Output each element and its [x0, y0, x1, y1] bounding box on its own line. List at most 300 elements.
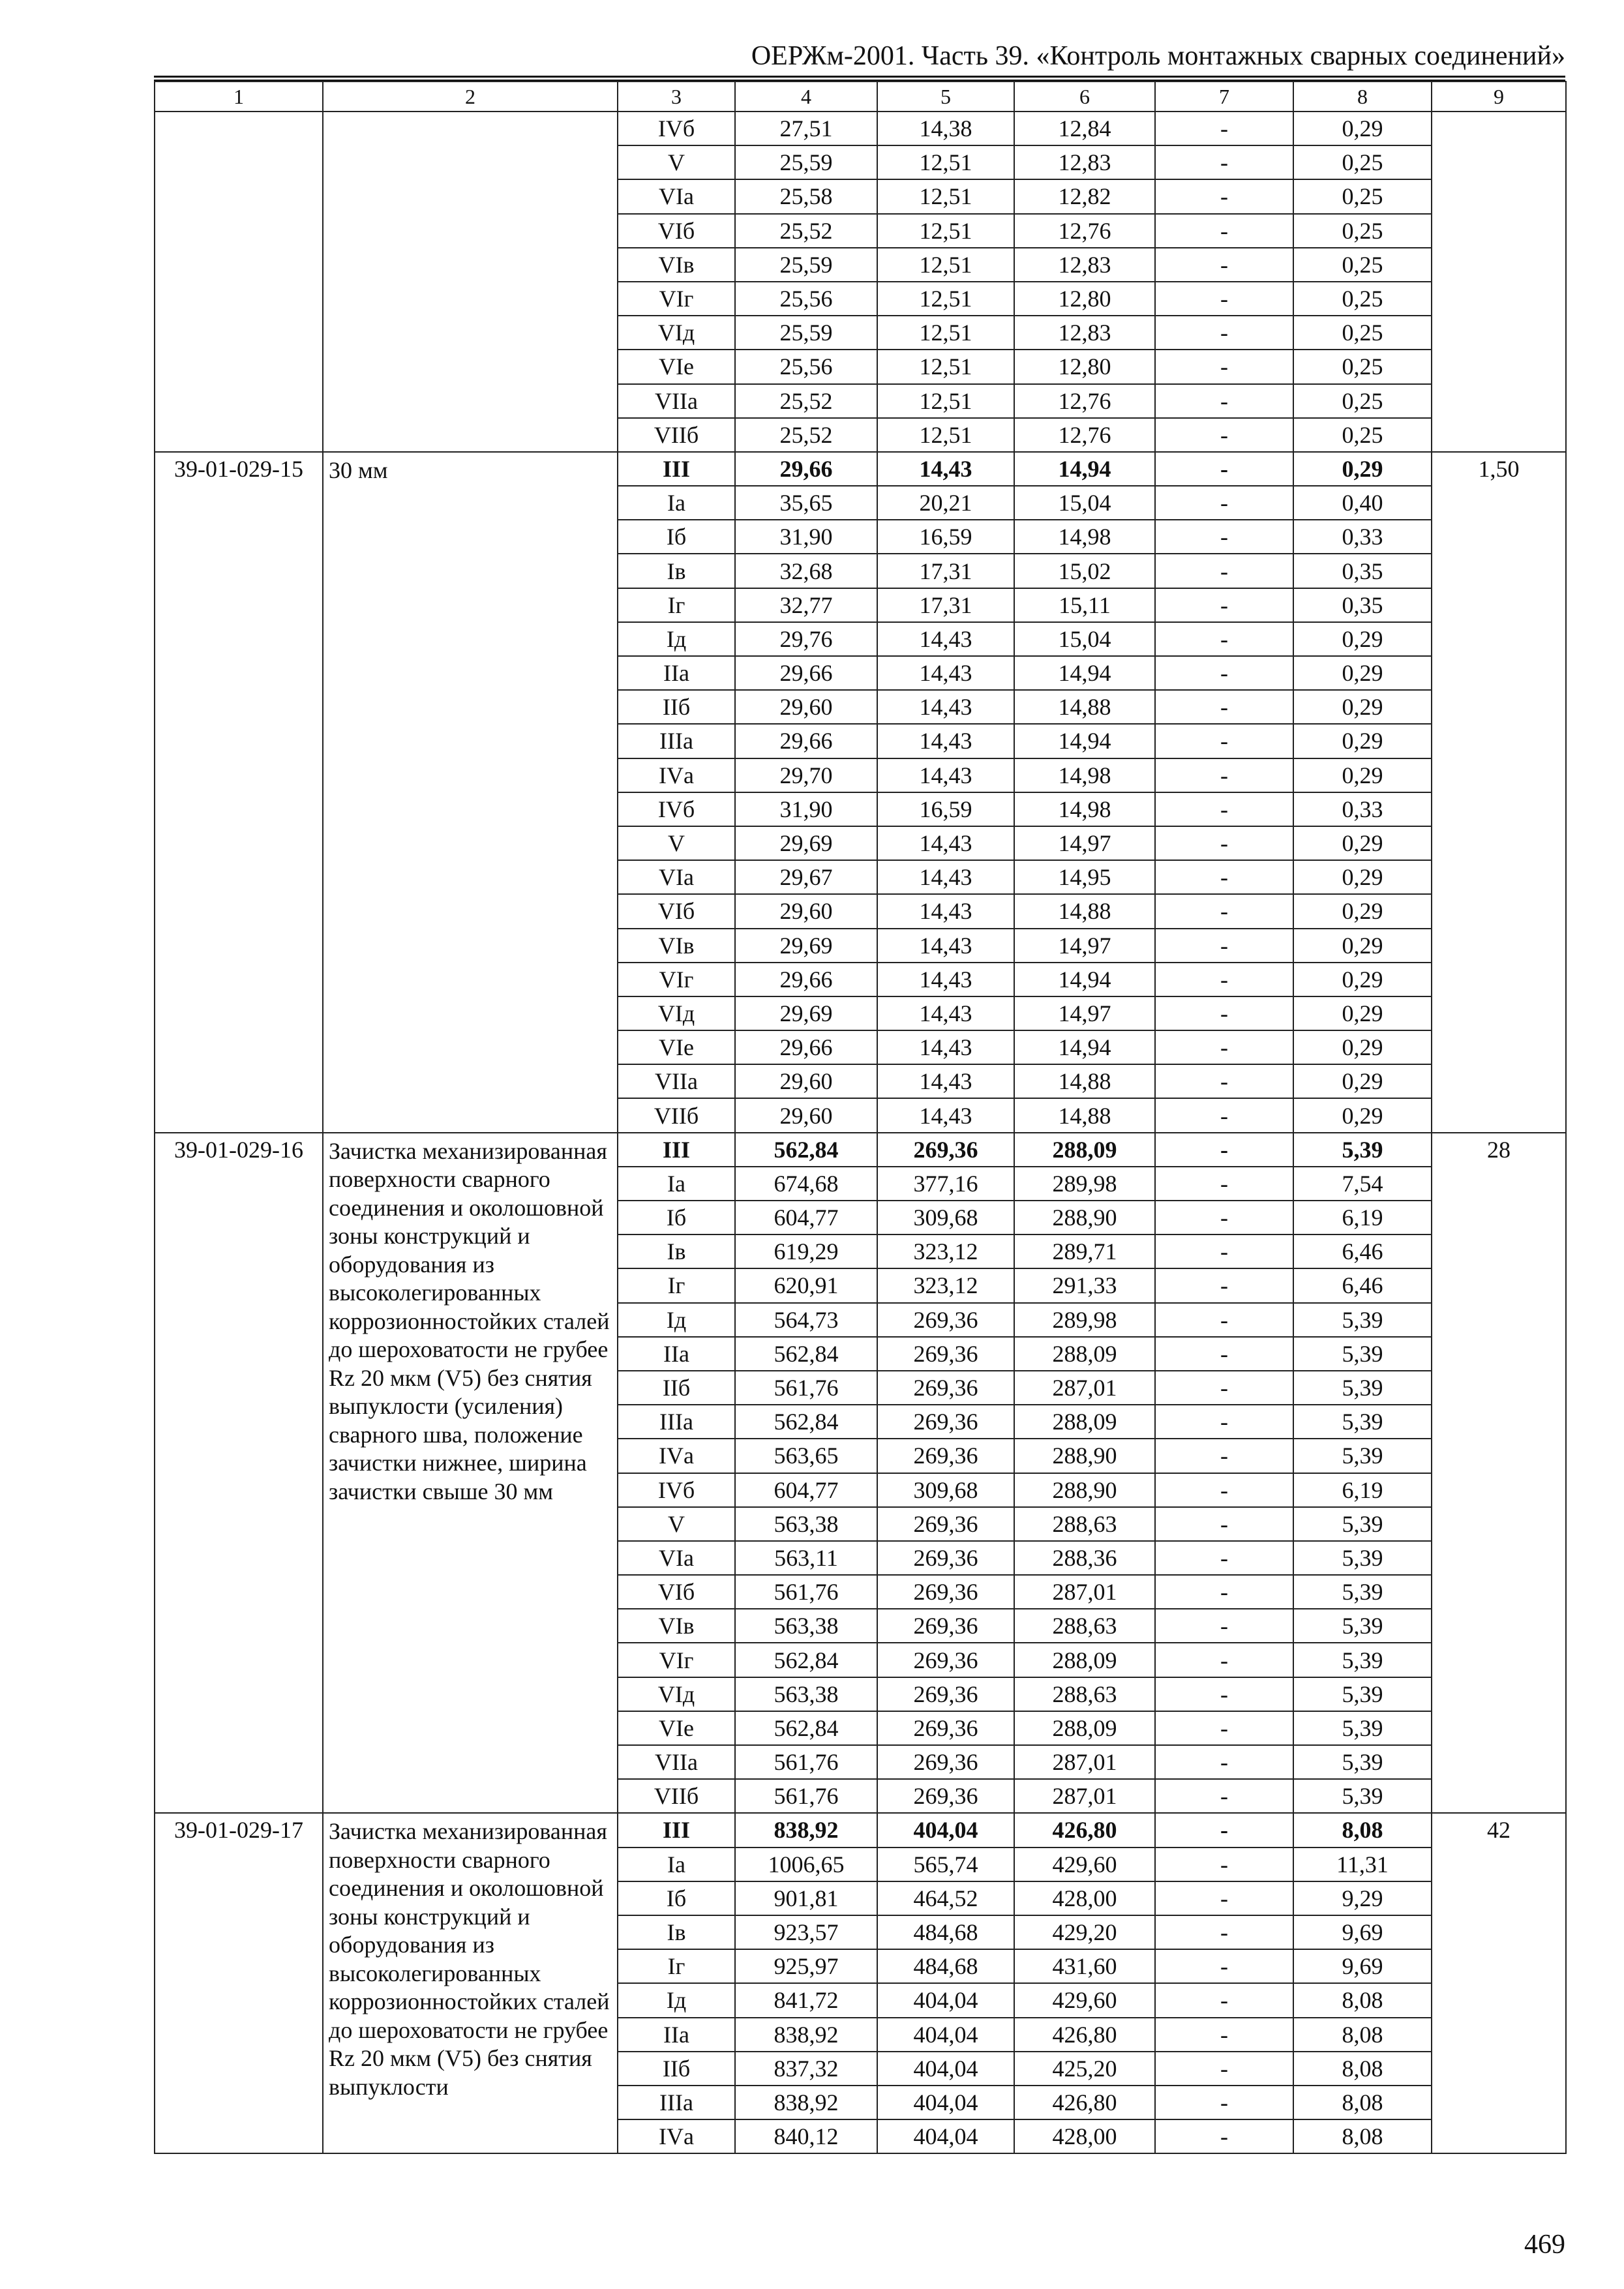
materials-cell: -: [1155, 1983, 1293, 2017]
machine-cost-cell: 428,00: [1014, 2119, 1155, 2153]
materials-cell: -: [1155, 1234, 1293, 1268]
total-cost-cell: 29,60: [735, 894, 877, 928]
total-cost-cell: 31,90: [735, 520, 877, 554]
materials-cell: -: [1155, 520, 1293, 554]
labor-cost-cell: 12,51: [877, 316, 1014, 350]
total-cost-cell: 838,92: [735, 2018, 877, 2052]
wages-cell: 0,25: [1293, 350, 1432, 383]
materials-cell: -: [1155, 1337, 1293, 1371]
machine-cost-cell: 14,94: [1014, 452, 1155, 486]
labor-cost-cell: 269,36: [877, 1507, 1014, 1541]
machine-cost-cell: 287,01: [1014, 1575, 1155, 1609]
wages-cell: 0,29: [1293, 894, 1432, 928]
materials-cell: -: [1155, 2052, 1293, 2086]
labor-cost-cell: 269,36: [877, 1575, 1014, 1609]
total-cost-cell: 29,76: [735, 622, 877, 656]
wages-cell: 0,29: [1293, 929, 1432, 963]
materials-cell: -: [1155, 1541, 1293, 1575]
materials-cell: -: [1155, 1133, 1293, 1167]
total-cost-cell: 25,52: [735, 418, 877, 452]
total-cost-cell: 29,66: [735, 724, 877, 758]
labor-cost-cell: 565,74: [877, 1848, 1014, 1881]
wages-cell: 0,33: [1293, 520, 1432, 554]
table-body: [155, 82, 1566, 2153]
zone-cell: III: [618, 1133, 735, 1167]
machine-cost-cell: 14,94: [1014, 963, 1155, 996]
total-cost-cell: 563,11: [735, 1541, 877, 1575]
materials-cell: -: [1155, 1575, 1293, 1609]
zone-cell: III: [618, 452, 735, 486]
materials-cell: -: [1155, 1473, 1293, 1507]
labor-hours-cell: 28: [1432, 1133, 1566, 1814]
rate-description: Зачистка механизированная поверхности сварного соединения и околошовной зоны конструкций и оборудования из высоколегированных коррозионностойких сталей до шероховатости не грубее Rz 20 мкм (V5) без снятия выпуклости (усиления) сварного шва, положение зачистки нижнее, ширина зачистки свыше 30 мм: [323, 1133, 618, 1814]
materials-cell: -: [1155, 1848, 1293, 1881]
labor-cost-cell: 309,68: [877, 1201, 1014, 1234]
machine-cost-cell: 288,90: [1014, 1201, 1155, 1234]
total-cost-cell: 841,72: [735, 1983, 877, 2017]
wages-cell: 0,40: [1293, 486, 1432, 520]
zone-cell: V: [618, 1507, 735, 1541]
labor-cost-cell: 12,51: [877, 384, 1014, 418]
zone-cell: VIд: [618, 1677, 735, 1711]
materials-cell: -: [1155, 1439, 1293, 1473]
materials-cell: -: [1155, 452, 1293, 486]
materials-cell: -: [1155, 2018, 1293, 2052]
wages-cell: 0,25: [1293, 248, 1432, 282]
zone-cell: Iа: [618, 486, 735, 520]
materials-cell: -: [1155, 1098, 1293, 1132]
machine-cost-cell: 14,98: [1014, 758, 1155, 792]
total-cost-cell: 901,81: [735, 1881, 877, 1915]
wages-cell: 0,29: [1293, 1098, 1432, 1132]
wages-cell: 5,39: [1293, 1371, 1432, 1405]
zone-cell: III: [618, 1813, 735, 1847]
total-cost-cell: 29,66: [735, 452, 877, 486]
total-cost-cell: 29,60: [735, 690, 877, 724]
labor-cost-cell: 14,43: [877, 860, 1014, 894]
total-cost-cell: 564,73: [735, 1303, 877, 1337]
total-cost-cell: 563,65: [735, 1439, 877, 1473]
labor-cost-cell: 404,04: [877, 2052, 1014, 2086]
machine-cost-cell: 428,00: [1014, 1881, 1155, 1915]
zone-cell: VIг: [618, 1643, 735, 1677]
zone-cell: VIб: [618, 214, 735, 248]
labor-cost-cell: 14,43: [877, 758, 1014, 792]
zone-cell: VIа: [618, 179, 735, 213]
wages-cell: 6,46: [1293, 1234, 1432, 1268]
wages-cell: 5,39: [1293, 1575, 1432, 1609]
zone-cell: VIIб: [618, 418, 735, 452]
machine-cost-cell: 15,04: [1014, 622, 1155, 656]
total-cost-cell: 925,97: [735, 1949, 877, 1983]
total-cost-cell: 604,77: [735, 1473, 877, 1507]
total-cost-cell: 27,51: [735, 112, 877, 145]
wages-cell: 0,29: [1293, 860, 1432, 894]
zone-cell: IIб: [618, 690, 735, 724]
materials-cell: -: [1155, 1201, 1293, 1234]
zone-cell: IIа: [618, 656, 735, 690]
wages-cell: 0,29: [1293, 622, 1432, 656]
total-cost-cell: 562,84: [735, 1133, 877, 1167]
column-number: 1: [155, 82, 323, 112]
rate-code: 39-01-029-17: [155, 1813, 323, 2153]
materials-cell: -: [1155, 1303, 1293, 1337]
machine-cost-cell: 287,01: [1014, 1371, 1155, 1405]
machine-cost-cell: 14,94: [1014, 724, 1155, 758]
wages-cell: 0,29: [1293, 1064, 1432, 1098]
wages-cell: 0,25: [1293, 418, 1432, 452]
table-row: [155, 1813, 1566, 1847]
zone-cell: V: [618, 145, 735, 179]
labor-cost-cell: 14,43: [877, 929, 1014, 963]
total-cost-cell: 29,70: [735, 758, 877, 792]
wages-cell: 0,33: [1293, 792, 1432, 826]
materials-cell: -: [1155, 1949, 1293, 1983]
materials-cell: -: [1155, 1915, 1293, 1949]
zone-cell: VIг: [618, 282, 735, 316]
labor-cost-cell: 14,43: [877, 1098, 1014, 1132]
machine-cost-cell: 289,71: [1014, 1234, 1155, 1268]
materials-cell: -: [1155, 282, 1293, 316]
materials-cell: -: [1155, 588, 1293, 622]
wages-cell: 0,25: [1293, 384, 1432, 418]
labor-cost-cell: 14,43: [877, 690, 1014, 724]
wages-cell: 9,29: [1293, 1881, 1432, 1915]
machine-cost-cell: 288,09: [1014, 1337, 1155, 1371]
materials-cell: -: [1155, 316, 1293, 350]
machine-cost-cell: 12,84: [1014, 112, 1155, 145]
machine-cost-cell: 15,02: [1014, 554, 1155, 588]
zone-cell: IVб: [618, 1473, 735, 1507]
labor-cost-cell: 309,68: [877, 1473, 1014, 1507]
total-cost-cell: 25,56: [735, 350, 877, 383]
machine-cost-cell: 14,94: [1014, 656, 1155, 690]
materials-cell: -: [1155, 1371, 1293, 1405]
machine-cost-cell: 12,83: [1014, 316, 1155, 350]
zone-cell: VIIа: [618, 1745, 735, 1779]
machine-cost-cell: 12,83: [1014, 248, 1155, 282]
materials-cell: -: [1155, 1643, 1293, 1677]
materials-cell: -: [1155, 384, 1293, 418]
column-number: 7: [1155, 82, 1293, 112]
total-cost-cell: 838,92: [735, 2086, 877, 2119]
total-cost-cell: 563,38: [735, 1609, 877, 1643]
labor-cost-cell: 269,36: [877, 1745, 1014, 1779]
wages-cell: 5,39: [1293, 1677, 1432, 1711]
machine-cost-cell: 289,98: [1014, 1167, 1155, 1201]
machine-cost-cell: 288,90: [1014, 1473, 1155, 1507]
wages-cell: 0,35: [1293, 554, 1432, 588]
machine-cost-cell: 287,01: [1014, 1779, 1155, 1813]
labor-cost-cell: 269,36: [877, 1439, 1014, 1473]
total-cost-cell: 563,38: [735, 1507, 877, 1541]
zone-cell: VIв: [618, 929, 735, 963]
materials-cell: -: [1155, 1507, 1293, 1541]
total-cost-cell: 25,59: [735, 248, 877, 282]
total-cost-cell: 29,66: [735, 1030, 877, 1064]
materials-cell: -: [1155, 724, 1293, 758]
materials-cell: -: [1155, 1779, 1293, 1813]
column-number: 4: [735, 82, 877, 112]
zone-cell: VIа: [618, 860, 735, 894]
zone-cell: VIе: [618, 350, 735, 383]
machine-cost-cell: 431,60: [1014, 1949, 1155, 1983]
total-cost-cell: 35,65: [735, 486, 877, 520]
machine-cost-cell: 429,20: [1014, 1915, 1155, 1949]
labor-cost-cell: 14,43: [877, 996, 1014, 1030]
wages-cell: 5,39: [1293, 1337, 1432, 1371]
machine-cost-cell: 14,98: [1014, 520, 1155, 554]
total-cost-cell: 562,84: [735, 1405, 877, 1439]
machine-cost-cell: 14,88: [1014, 894, 1155, 928]
zone-cell: Iд: [618, 1983, 735, 2017]
total-cost-cell: 1006,65: [735, 1848, 877, 1881]
materials-cell: -: [1155, 1268, 1293, 1302]
labor-hours-cell: [1432, 112, 1566, 452]
zone-cell: IVа: [618, 1439, 735, 1473]
total-cost-cell: 25,58: [735, 179, 877, 213]
wages-cell: 7,54: [1293, 1167, 1432, 1201]
machine-cost-cell: 14,88: [1014, 1098, 1155, 1132]
labor-cost-cell: 269,36: [877, 1643, 1014, 1677]
materials-cell: -: [1155, 2086, 1293, 2119]
zone-cell: Iд: [618, 1303, 735, 1337]
total-cost-cell: 25,52: [735, 384, 877, 418]
machine-cost-cell: 288,63: [1014, 1677, 1155, 1711]
wages-cell: 0,35: [1293, 588, 1432, 622]
materials-cell: -: [1155, 963, 1293, 996]
zone-cell: VIIб: [618, 1779, 735, 1813]
zone-cell: IIIа: [618, 724, 735, 758]
machine-cost-cell: 287,01: [1014, 1745, 1155, 1779]
machine-cost-cell: 291,33: [1014, 1268, 1155, 1302]
labor-cost-cell: 14,38: [877, 112, 1014, 145]
labor-cost-cell: 14,43: [877, 1030, 1014, 1064]
zone-cell: IVа: [618, 758, 735, 792]
wages-cell: 5,39: [1293, 1133, 1432, 1167]
zone-cell: VIв: [618, 1609, 735, 1643]
wages-cell: 11,31: [1293, 1848, 1432, 1881]
total-cost-cell: 923,57: [735, 1915, 877, 1949]
labor-cost-cell: 404,04: [877, 2119, 1014, 2153]
total-cost-cell: 29,67: [735, 860, 877, 894]
rate-code: [155, 112, 323, 452]
zone-cell: VIе: [618, 1711, 735, 1745]
labor-cost-cell: 17,31: [877, 588, 1014, 622]
labor-cost-cell: 12,51: [877, 248, 1014, 282]
machine-cost-cell: 12,82: [1014, 179, 1155, 213]
labor-cost-cell: 323,12: [877, 1268, 1014, 1302]
wages-cell: 5,39: [1293, 1711, 1432, 1745]
total-cost-cell: 25,59: [735, 145, 877, 179]
zone-cell: IIа: [618, 1337, 735, 1371]
wages-cell: 0,29: [1293, 1030, 1432, 1064]
materials-cell: -: [1155, 1813, 1293, 1847]
machine-cost-cell: 288,09: [1014, 1643, 1155, 1677]
zone-cell: VIIб: [618, 1098, 735, 1132]
zone-cell: Iа: [618, 1848, 735, 1881]
zone-cell: Iв: [618, 1915, 735, 1949]
total-cost-cell: 29,60: [735, 1098, 877, 1132]
materials-cell: -: [1155, 1745, 1293, 1779]
labor-hours-cell: 42: [1432, 1813, 1566, 2153]
labor-hours-cell: 1,50: [1432, 452, 1566, 1133]
machine-cost-cell: 288,36: [1014, 1541, 1155, 1575]
table-row: [155, 112, 1566, 145]
wages-cell: 0,25: [1293, 214, 1432, 248]
zone-cell: IVб: [618, 112, 735, 145]
labor-cost-cell: 269,36: [877, 1779, 1014, 1813]
labor-cost-cell: 323,12: [877, 1234, 1014, 1268]
total-cost-cell: 837,32: [735, 2052, 877, 2086]
zone-cell: VIа: [618, 1541, 735, 1575]
labor-cost-cell: 269,36: [877, 1405, 1014, 1439]
labor-cost-cell: 16,59: [877, 520, 1014, 554]
wages-cell: 5,39: [1293, 1541, 1432, 1575]
machine-cost-cell: 12,83: [1014, 145, 1155, 179]
wages-cell: 6,19: [1293, 1473, 1432, 1507]
labor-cost-cell: 269,36: [877, 1541, 1014, 1575]
column-number-row: [155, 82, 1566, 112]
materials-cell: -: [1155, 656, 1293, 690]
labor-cost-cell: 14,43: [877, 452, 1014, 486]
wages-cell: 8,08: [1293, 1983, 1432, 2017]
machine-cost-cell: 15,11: [1014, 588, 1155, 622]
wages-cell: 8,08: [1293, 1813, 1432, 1847]
wages-cell: 0,29: [1293, 112, 1432, 145]
labor-cost-cell: 14,43: [877, 724, 1014, 758]
machine-cost-cell: 12,76: [1014, 418, 1155, 452]
labor-cost-cell: 404,04: [877, 2018, 1014, 2052]
labor-cost-cell: 269,36: [877, 1677, 1014, 1711]
total-cost-cell: 29,69: [735, 826, 877, 860]
total-cost-cell: 619,29: [735, 1234, 877, 1268]
materials-cell: -: [1155, 486, 1293, 520]
total-cost-cell: 29,66: [735, 656, 877, 690]
zone-cell: IIIа: [618, 2086, 735, 2119]
column-number: 8: [1293, 82, 1432, 112]
labor-cost-cell: 12,51: [877, 145, 1014, 179]
zone-cell: IIIа: [618, 1405, 735, 1439]
total-cost-cell: 840,12: [735, 2119, 877, 2153]
machine-cost-cell: 288,09: [1014, 1133, 1155, 1167]
labor-cost-cell: 20,21: [877, 486, 1014, 520]
labor-cost-cell: 404,04: [877, 1983, 1014, 2017]
machine-cost-cell: 14,94: [1014, 1030, 1155, 1064]
zone-cell: VIд: [618, 316, 735, 350]
rate-description: Зачистка механизированная поверхности сварного соединения и околошовной зоны конструкций и оборудования из высоколегированных коррозионностойких сталей до шероховатости не грубее Rz 20 мкм (V5) без снятия выпуклости: [323, 1813, 618, 2153]
labor-cost-cell: 269,36: [877, 1303, 1014, 1337]
wages-cell: 8,08: [1293, 2018, 1432, 2052]
machine-cost-cell: 288,09: [1014, 1711, 1155, 1745]
labor-cost-cell: 484,68: [877, 1949, 1014, 1983]
machine-cost-cell: 14,88: [1014, 1064, 1155, 1098]
wages-cell: 9,69: [1293, 1949, 1432, 1983]
rate-code: 39-01-029-16: [155, 1133, 323, 1814]
machine-cost-cell: 426,80: [1014, 1813, 1155, 1847]
wages-cell: 0,29: [1293, 826, 1432, 860]
wages-cell: 5,39: [1293, 1779, 1432, 1813]
materials-cell: -: [1155, 1405, 1293, 1439]
rate-description: [323, 112, 618, 452]
machine-cost-cell: 14,95: [1014, 860, 1155, 894]
labor-cost-cell: 269,36: [877, 1609, 1014, 1643]
wages-cell: 0,25: [1293, 179, 1432, 213]
materials-cell: -: [1155, 758, 1293, 792]
zone-cell: Iа: [618, 1167, 735, 1201]
machine-cost-cell: 289,98: [1014, 1303, 1155, 1337]
materials-cell: -: [1155, 690, 1293, 724]
wages-cell: 6,19: [1293, 1201, 1432, 1234]
wages-cell: 0,25: [1293, 282, 1432, 316]
wages-cell: 9,69: [1293, 1915, 1432, 1949]
zone-cell: V: [618, 826, 735, 860]
column-number: 9: [1432, 82, 1566, 112]
labor-cost-cell: 17,31: [877, 554, 1014, 588]
wages-cell: 5,39: [1293, 1439, 1432, 1473]
total-cost-cell: 838,92: [735, 1813, 877, 1847]
wages-cell: 5,39: [1293, 1405, 1432, 1439]
total-cost-cell: 25,59: [735, 316, 877, 350]
labor-cost-cell: 12,51: [877, 179, 1014, 213]
zone-cell: VIе: [618, 1030, 735, 1064]
machine-cost-cell: 426,80: [1014, 2018, 1155, 2052]
wages-cell: 5,39: [1293, 1507, 1432, 1541]
machine-cost-cell: 14,88: [1014, 690, 1155, 724]
labor-cost-cell: 12,51: [877, 418, 1014, 452]
machine-cost-cell: 12,80: [1014, 282, 1155, 316]
column-number: 5: [877, 82, 1014, 112]
machine-cost-cell: 288,63: [1014, 1507, 1155, 1541]
total-cost-cell: 29,60: [735, 1064, 877, 1098]
materials-cell: -: [1155, 996, 1293, 1030]
zone-cell: VIг: [618, 963, 735, 996]
total-cost-cell: 604,77: [735, 1201, 877, 1234]
wages-cell: 8,08: [1293, 2086, 1432, 2119]
wages-cell: 0,29: [1293, 724, 1432, 758]
total-cost-cell: 620,91: [735, 1268, 877, 1302]
materials-cell: -: [1155, 179, 1293, 213]
zone-cell: Iв: [618, 554, 735, 588]
total-cost-cell: 25,52: [735, 214, 877, 248]
machine-cost-cell: 12,80: [1014, 350, 1155, 383]
materials-cell: -: [1155, 1881, 1293, 1915]
zone-cell: VIб: [618, 1575, 735, 1609]
total-cost-cell: 561,76: [735, 1779, 877, 1813]
zone-cell: IVб: [618, 792, 735, 826]
zone-cell: VIд: [618, 996, 735, 1030]
total-cost-cell: 561,76: [735, 1575, 877, 1609]
table-row: [155, 1133, 1566, 1167]
machine-cost-cell: 14,97: [1014, 996, 1155, 1030]
machine-cost-cell: 14,97: [1014, 826, 1155, 860]
materials-cell: -: [1155, 1064, 1293, 1098]
zone-cell: IIа: [618, 2018, 735, 2052]
machine-cost-cell: 425,20: [1014, 2052, 1155, 2086]
machine-cost-cell: 12,76: [1014, 384, 1155, 418]
labor-cost-cell: 14,43: [877, 963, 1014, 996]
labor-cost-cell: 484,68: [877, 1915, 1014, 1949]
labor-cost-cell: 14,43: [877, 622, 1014, 656]
total-cost-cell: 29,69: [735, 996, 877, 1030]
total-cost-cell: 562,84: [735, 1337, 877, 1371]
machine-cost-cell: 288,09: [1014, 1405, 1155, 1439]
total-cost-cell: 29,66: [735, 963, 877, 996]
machine-cost-cell: 15,04: [1014, 486, 1155, 520]
wages-cell: 0,29: [1293, 452, 1432, 486]
materials-cell: -: [1155, 214, 1293, 248]
zone-cell: Iг: [618, 1949, 735, 1983]
